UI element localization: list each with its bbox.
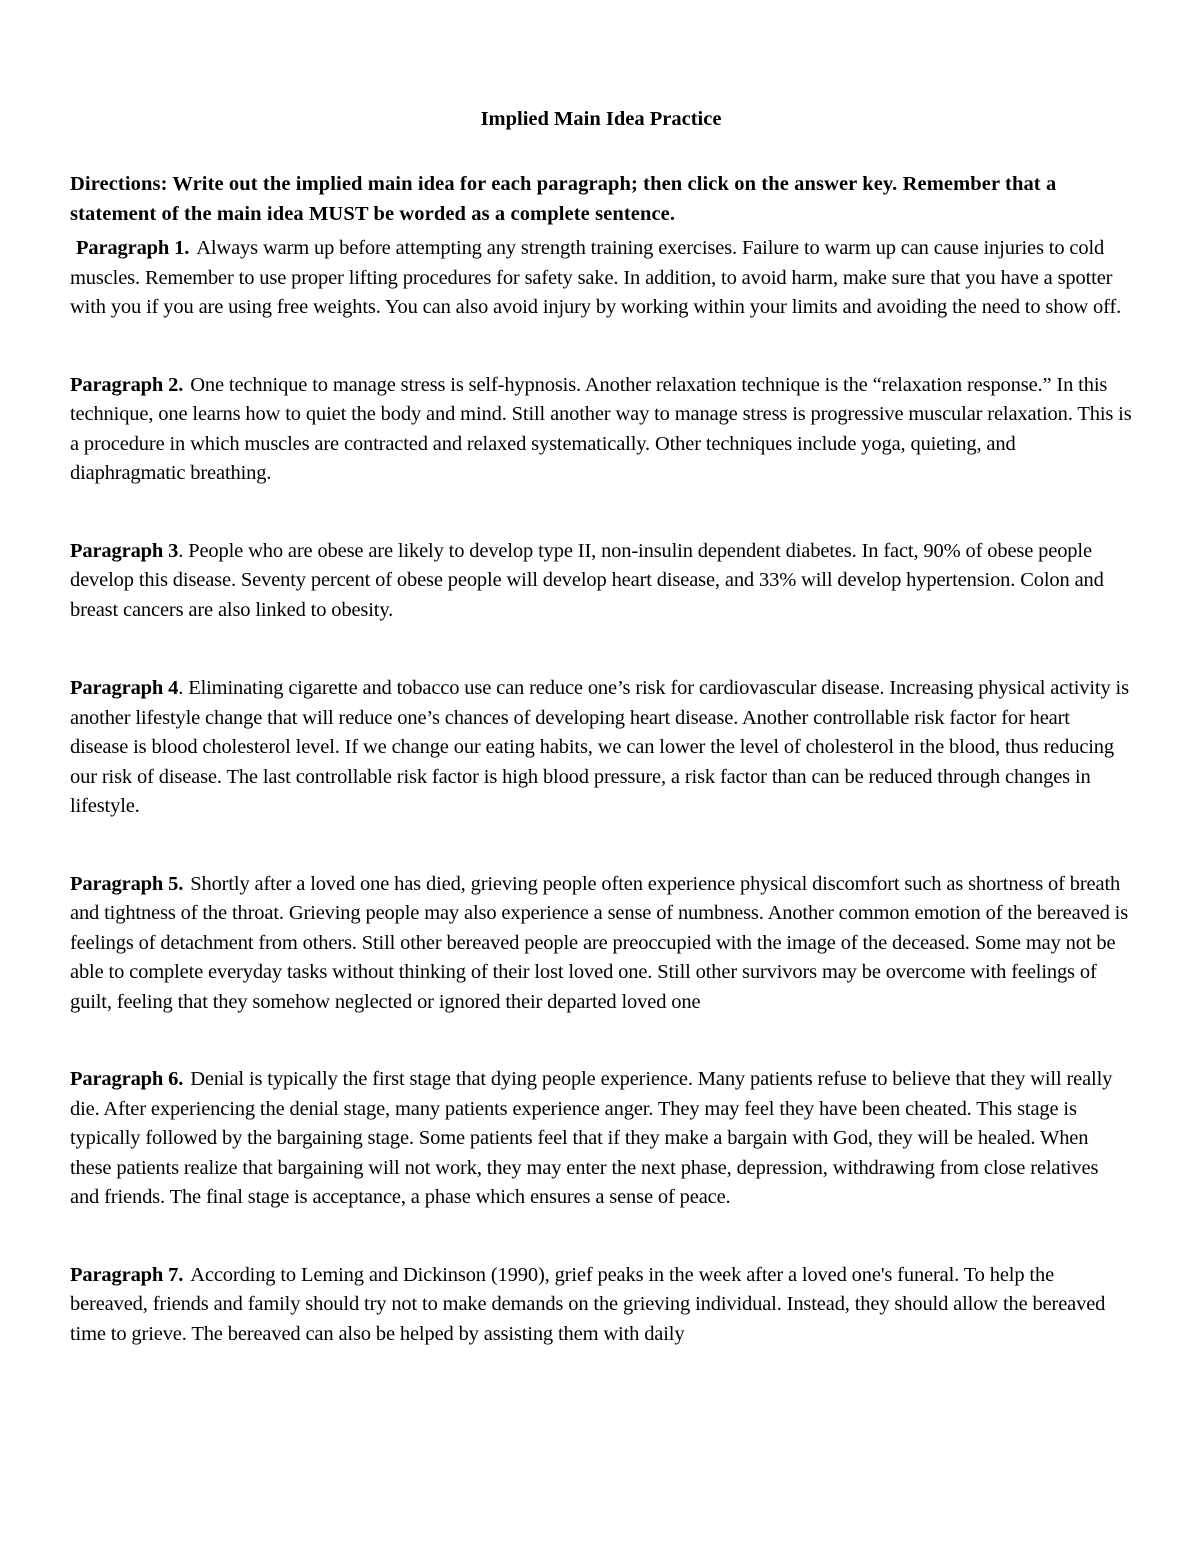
paragraph-5-label: Paragraph 5. [70,872,184,895]
paragraph-2 [70,371,1132,489]
paragraph-6-label: Paragraph 6. [70,1068,184,1090]
paragraph-1-text: Always warm up before attempting any strength training exercises. Failure to warm up can cause injuries to cold muscles. Remember to use proper lifting procedures for safety sake. In addition, to avoid harm, make sure that you have a spotter with you if you are using free weights. You can also avoid injury by working within your limits and avoiding the need to show off. [70,237,1122,318]
paragraph-4 [70,674,1132,822]
document-page [70,104,1132,1349]
paragraph-4-text: . Eliminating cigarette and tobacco use can reduce one’s risk for cardiovascular disease. Increasing physical activity is another lifestyle change that will reduce one’s chances of developing heart disease. Another controllable risk factor for heart disease is blood cholesterol level. If we change our eating habits, we can lower the level of cholesterol in the blood, thus reducing our risk of disease. The last controllable risk factor is high blood pressure, a risk factor than can be reduced through changes in lifestyle. [70,677,1129,817]
paragraph-3-text: . People who are obese are likely to develop type II, non-insulin dependent diabetes. In fact, 90% of obese people develop this disease. Seventy percent of obese people will develop heart disease, and 33% will develop hypertension. Colon and breast cancers are also linked to obesity. [70,539,1104,621]
directions-text: Directions: Write out the implied main idea for each paragraph; then click on the answer key. Remember that a statement of the main idea MUST be worded as a complete sentence. [70,173,1057,225]
paragraph-1 [70,234,1132,323]
paragraph-3-label: Paragraph 3 [70,539,179,562]
paragraph-7-text: According to Leming and Dickinson (1990), grief peaks in the week after a loved one's funeral. To help the bereaved, friends and family should try not to make demands on the grieving individual. Instead, they should allow the bereaved time to grieve. The bereaved can also be helped by assisting them with daily [70,1263,1106,1345]
paragraph-6 [70,1065,1132,1213]
paragraph-7 [70,1261,1132,1350]
paragraph-1-label: Paragraph 1. [76,237,190,259]
paragraph-5 [70,870,1132,1018]
paragraph-5-text: Shortly after a loved one has died, grieving people often experience physical discomfort such as shortness of breath and tightness of the throat. Grieving people may also experience a sense of numbness. Another common emotion of the bereaved is feelings of detachment from others. Still other bereaved people are preoccupied with the image of the deceased. Some may not be able to complete everyday tasks without thinking of their lost loved one. Still other survivors may be overcome with feelings of guilt, feeling that they somehow neglected or ignored their departed loved one [70,872,1129,1013]
document-title: Implied Main Idea Practice [480,108,722,130]
paragraph-3 [70,537,1132,626]
paragraph-4-label: Paragraph 4 [70,677,179,699]
paragraph-6-text: Denial is typically the first stage that dying people experience. Many patients refuse to believe that they will really die. After experiencing the denial stage, many patients experience anger. They may feel they have been cheated. This stage is typically followed by the bargaining stage. Some patients feel that if they make a bargain with God, they will be healed. When these patients realize that bargaining will not work, they may enter the next phase, depression, withdrawing from close relatives and friends. The final stage is acceptance, a phase which ensures a sense of peace. [70,1068,1113,1208]
paragraph-2-text: One technique to manage stress is self-hypnosis. Another relaxation technique is the “relaxation response.” In this technique, one learns how to quiet the body and mind. Still another way to manage stress is progressive muscular relaxation. This is a procedure in which muscles are contracted and relaxed systematically. Other techniques include yoga, quieting, and diaphragmatic breathing. [70,373,1132,484]
paragraph-7-label: Paragraph 7. [70,1263,184,1286]
paragraph-2-label: Paragraph 2. [70,373,184,396]
